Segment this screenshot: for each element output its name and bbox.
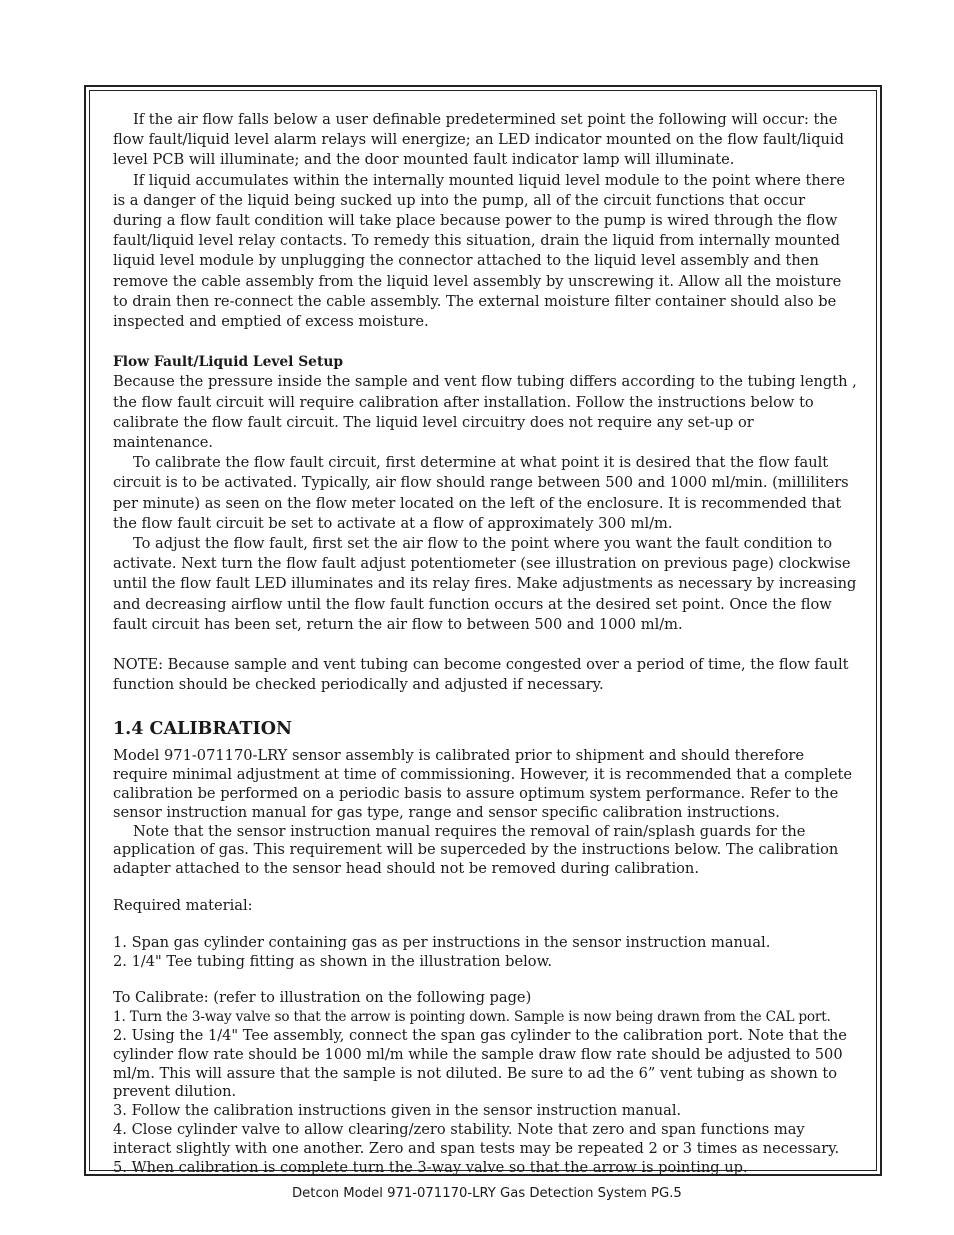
- paragraph-liquid-accumulation: If liquid accumulates within the internally mounted liquid level module to the point where there is a danger of the liquid being sucked up into the pump, all of the circuit functions that occur during a flow fault condition will take place because power to the pump is wired through the flow fault/liquid level relay contacts. To remedy this situation, drain the liquid from internally mounted liquid level module by unplugging the connector attached to the liquid level assembly and then remove the cable assembly from the liquid level assembly by unscrewing it. Allow all the moisture to drain then re-connect the cable assembly. The external moisture filter container should also be inspected and emptied of excess moisture.: [113, 171, 845, 331]
- paragraph-flow-fault-alarm: If the air flow falls below a user definable predetermined set point the following will occur: the flow fault/liquid level alarm relays will energize; an LED indicator mounted on the flow fault/liquid level PCB will illuminate; and the door mounted fault indicator lamp will illuminate.: [113, 111, 844, 169]
- to-calibrate-label: To Calibrate: (refer to illustration on the following page): [113, 989, 532, 1007]
- list-item: 2. 1/4" Tee tubing fitting as shown in the illustration below.: [113, 952, 552, 970]
- list-item: 1. Span gas cylinder containing gas as per instructions in the sensor instruction manual.: [113, 933, 771, 951]
- page-content: [113, 110, 858, 1177]
- list-item: 2. Using the 1/4" Tee assembly, connect the span gas cylinder to the calibration port. Note that the cylinder flow rate should be 1000 ml/m while the sample draw flow rate should be adjusted to 500 ml/m. This will assure that the sample is not diluted. Be sure to ad the 6” vent tubing as shown to prevent dilution.: [113, 1027, 847, 1101]
- list-item: 5. When calibration is complete turn the 3-way valve so that the arrow is pointing up.: [113, 1158, 748, 1176]
- paragraph-calibrate-flow-fault: To calibrate the flow fault circuit, first determine at what point it is desired that the flow fault circuit is to be activated. Typically, air flow should range between 500 and 1000 ml/min. (milliliters per minute) as seen on the flow meter located on the left of the enclosure. It is recommended that the flow fault circuit be set to activate at a flow of approximately 300 ml/m.: [113, 454, 849, 532]
- required-material-label: Required material:: [113, 897, 253, 915]
- paragraph-pressure-tubing: Because the pressure inside the sample and vent flow tubing differs according to the tubing length , the flow fault circuit will require calibration after installation. Follow the instructions below to calibrate the flow fault circuit. The liquid level circuitry does not require any set-up or maintenance.: [113, 373, 857, 452]
- paragraph-calibration-intro: Model 971-071170-LRY sensor assembly is calibrated prior to shipment and should therefore require minimal adjustment at time of commissioning. However, it is recommended that a complete calibration be performed on a periodic basis to assure optimum system performance. Refer to the sensor instruction manual for gas type, range and sensor specific calibration instructions.: [113, 747, 853, 821]
- page-footer: Detcon Model 971-071170-LRY Gas Detection System PG.5: [292, 1186, 682, 1201]
- note-paragraph: NOTE: Because sample and vent tubing can become congested over a period of time, the flow fault function should be checked periodically and adjusted if necessary.: [113, 656, 849, 694]
- list-item: 4. Close cylinder valve to allow clearing/zero stability. Note that zero and span functions may interact slightly with one another. Zero and span tests may be repeated 2 or 3 times as necessary.: [113, 1121, 840, 1157]
- list-item: 1. Turn the 3-way valve so that the arrow is pointing down. Sample is now being drawn from the CAL port.: [113, 1009, 831, 1026]
- section-title-calibration: 1.4 CALIBRATION: [113, 719, 292, 740]
- subheading-flow-fault-setup: Flow Fault/Liquid Level Setup: [113, 354, 344, 371]
- paragraph-adjust-flow-fault: To adjust the flow fault, first set the air flow to the point where you want the fault condition to activate. Next turn the flow fault adjust potentiometer (see illustration on previous page) clockwise until the flow fault LED illuminates and its relay fires. Make adjustments as necessary by increasing and decreasing airflow until the flow fault function occurs at the desired set point. Once the flow fault circuit has been set, return the air flow to between 500 and 1000 ml/m.: [113, 535, 857, 633]
- paragraph-splash-guards: Note that the sensor instruction manual requires the removal of rain/splash guards for the application of gas. This requirement will be superceded by the instructions below. The calibration adapter attached to the sensor head should not be removed during calibration.: [113, 822, 839, 878]
- list-item: 3. Follow the calibration instructions given in the sensor instruction manual.: [113, 1102, 682, 1120]
